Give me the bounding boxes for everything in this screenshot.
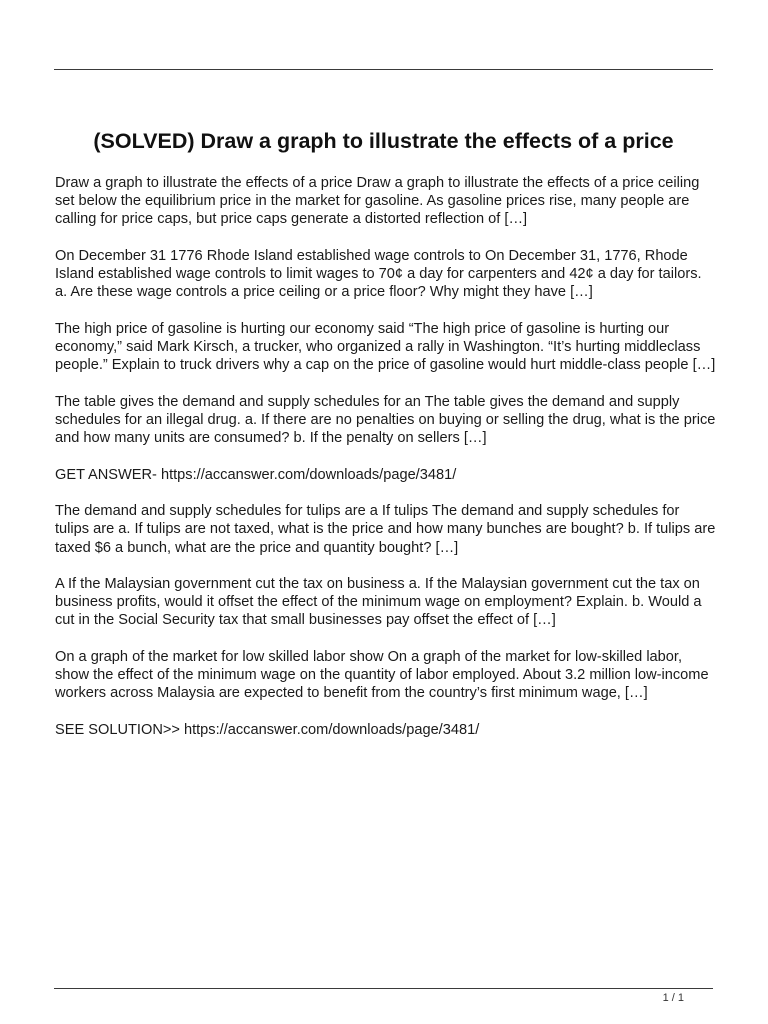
page-title: (SOLVED) Draw a graph to illustrate the effects of a price <box>93 129 674 153</box>
header-divider <box>54 69 713 70</box>
paragraph-low-skilled-labor: On a graph of the market for low skilled labor show On a graph of the market for low-skilled labor, show the effect of the minimum wage on the quantity of labor employed. About 3.2 million low-income workers across Malaysia are expected to benefit from the country’s first minimum wage, […] <box>55 648 709 702</box>
document-body <box>55 174 717 757</box>
paragraph-see-solution: SEE SOLUTION>> https://accanswer.com/downloads/page/3481/ <box>55 721 480 738</box>
paragraph-get-answer: GET ANSWER- https://accanswer.com/downloads/page/3481/ <box>55 466 457 483</box>
paragraph-tulips: The demand and supply schedules for tulips are a If tulips The demand and supply schedules for tulips are a. If tulips are not taxed, what is the price and how many bunches are bought? b. If tulips are taxed $6 a bunch, what are the price and quantity bought? […] <box>55 503 716 556</box>
paragraph-price-ceiling: Draw a graph to illustrate the effects of a price Draw a graph to illustrate the effects of a price ceiling set below the equilibrium price in the market for gasoline. As gasoline prices rise, many people are calling for price caps, but price caps generate a distorted reflection of […] <box>55 175 700 228</box>
paragraph-rhode-island: On December 31 1776 Rhode Island established wage controls to On December 31, 1776, Rhode Island established wage controls to limit wages to 70¢ a day for carpenters and 42¢ a day for tailors. a. Are these wage controls a price ceiling or a price floor? Why might they have […] <box>55 247 702 301</box>
paragraph-illegal-drug: The table gives the demand and supply schedules for an The table gives the demand and supply schedules for an illegal drug. a. If there are no penalties on buying or selling the drug, what is the price and how many units are consumed? b. If the penalty on sellers […] <box>55 393 716 447</box>
footer-divider <box>54 988 713 989</box>
paragraph-gasoline: The high price of gasoline is hurting our economy said “The high price of gasoline is hurting our economy,” said Mark Kirsch, a trucker, who organized a rally in Washington. “It’s hurting middleclass people.” Explain to truck drivers why a cap on the price of gasoline would hurt middle-class people […] <box>55 320 716 374</box>
page-number: 1 / 1 <box>662 992 684 1004</box>
paragraph-malaysian-tax: A If the Malaysian government cut the tax on business a. If the Malaysian government cut the tax on business profits, would it offset the effect of the minimum wage on employment? Explain. b. Would a cut in the Social Security tax that small businesses pay offset the effect of […] <box>55 576 702 629</box>
